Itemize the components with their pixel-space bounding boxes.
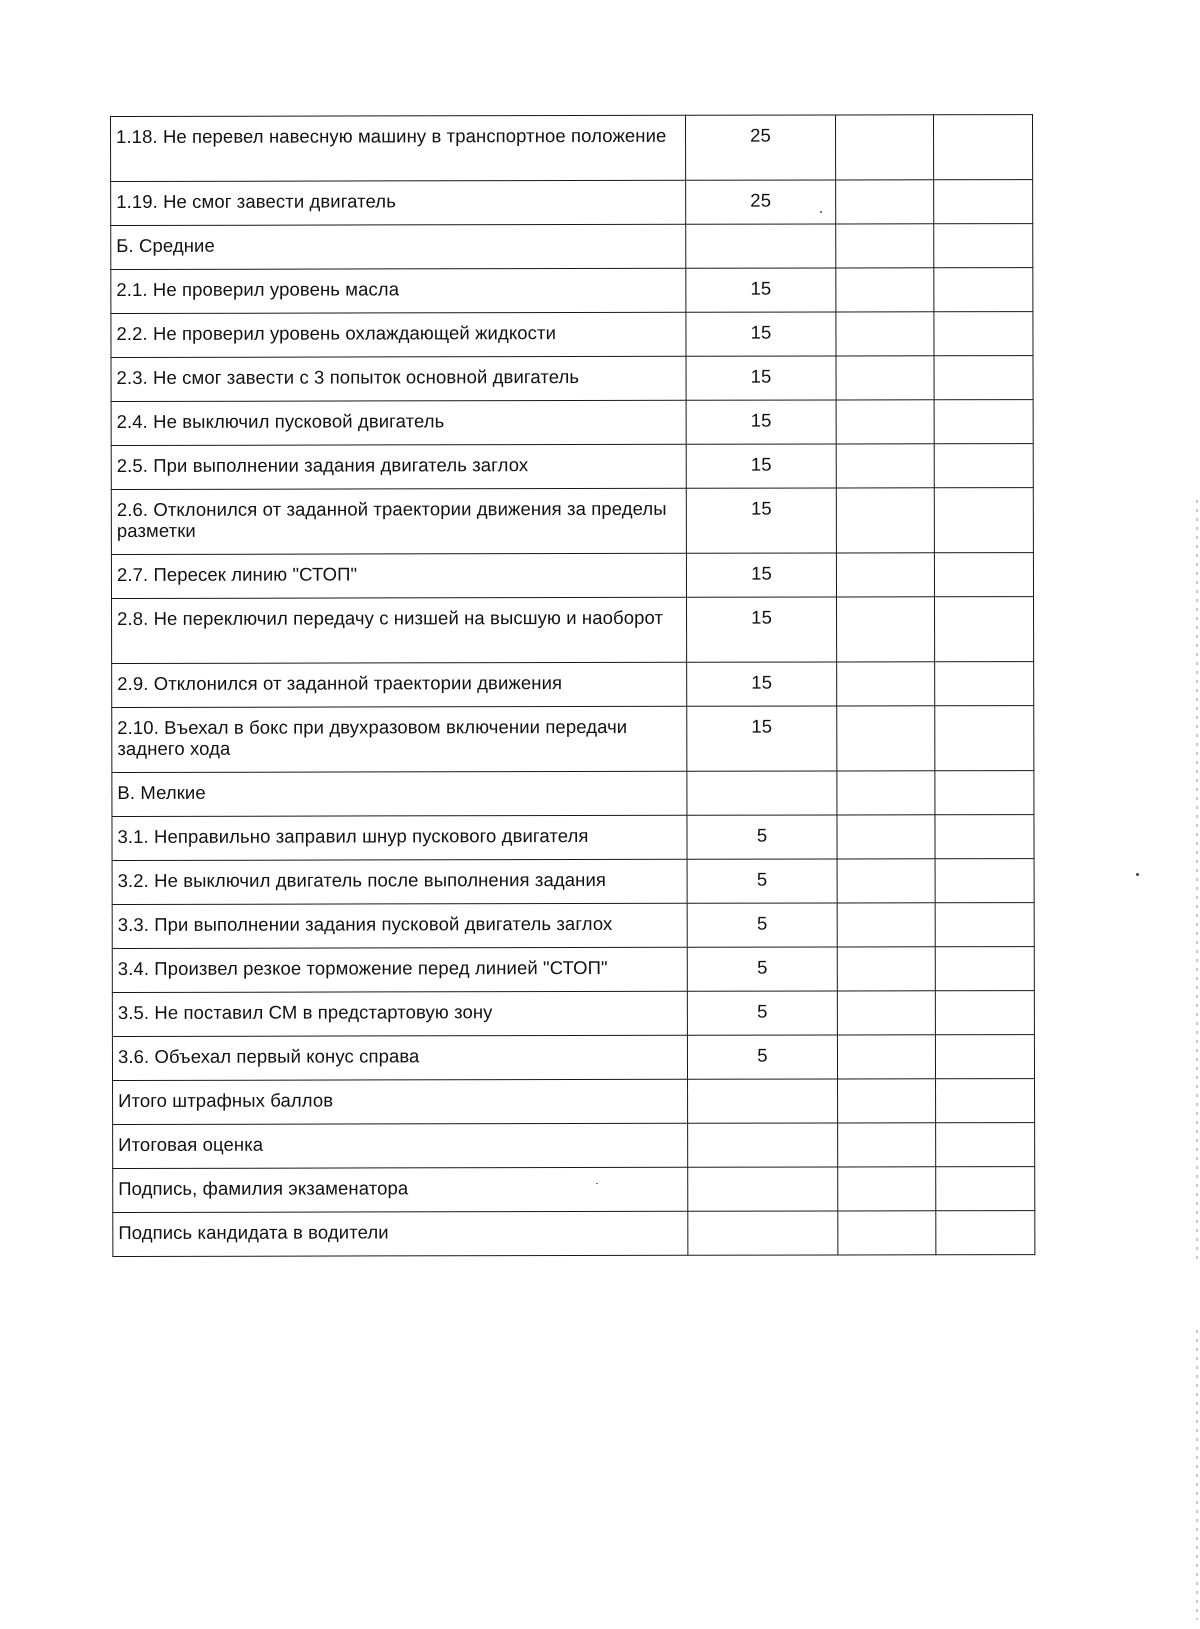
empty-cell — [836, 312, 934, 356]
empty-cell — [934, 180, 1033, 224]
signature-row — [113, 1211, 1035, 1257]
empty-cell — [934, 444, 1033, 488]
empty-cell — [836, 180, 934, 224]
table-row — [111, 444, 1033, 490]
empty-cell — [837, 859, 935, 903]
row-points: 15 — [686, 356, 836, 400]
row-points: 15 — [686, 400, 836, 444]
row-label: 1.18. Не перевел навесную машину в транспортное положение — [111, 115, 686, 181]
row-points: 5 — [687, 859, 837, 903]
row-points — [686, 224, 836, 268]
empty-cell — [935, 706, 1034, 771]
empty-cell — [837, 706, 935, 771]
row-points — [688, 1167, 838, 1211]
summary-label: Итоговая оценка — [113, 1123, 688, 1168]
row-points: 5 — [687, 1035, 837, 1079]
empty-cell — [936, 1079, 1035, 1123]
signature-label: Подпись, фамилия экзаменатора — [113, 1167, 688, 1212]
row-label: 3.2. Не выключил двигатель после выполнения задания — [112, 859, 687, 904]
empty-cell — [837, 771, 935, 815]
table-row — [111, 312, 1033, 358]
empty-cell — [935, 662, 1034, 706]
empty-cell — [935, 947, 1034, 991]
empty-cell — [836, 400, 934, 444]
row-label: 3.4. Произвел резкое торможение перед линией "СТОП" — [112, 947, 687, 992]
scan-edge-artifact — [1196, 500, 1198, 1260]
summary-label: Итого штрафных баллов — [113, 1079, 688, 1124]
row-points: 15 — [686, 444, 836, 488]
row-points: 15 — [687, 597, 837, 662]
empty-cell — [936, 1123, 1035, 1167]
table-row — [112, 991, 1034, 1037]
empty-cell — [935, 859, 1034, 903]
signature-label: Подпись кандидата в водители — [113, 1211, 688, 1256]
empty-cell — [933, 115, 1032, 180]
empty-cell — [837, 947, 935, 991]
signature-row — [113, 1167, 1035, 1213]
row-label: 2.10. Въехал в бокс при двухразовом включении передачи заднего хода — [112, 706, 687, 772]
empty-cell — [934, 224, 1033, 268]
row-points — [688, 1079, 838, 1123]
empty-cell — [838, 1211, 936, 1255]
row-points — [688, 1211, 838, 1255]
empty-cell — [837, 597, 935, 662]
table-row — [112, 662, 1034, 708]
row-points: 15 — [686, 553, 836, 597]
empty-cell — [935, 991, 1034, 1035]
row-label: 3.1. Неправильно заправил шнур пускового двигателя — [112, 815, 687, 860]
row-points: 15 — [687, 706, 837, 771]
empty-cell — [836, 488, 934, 553]
section-label: Б. Средние — [111, 224, 686, 269]
table-row — [112, 903, 1034, 949]
empty-cell — [935, 815, 1034, 859]
empty-cell — [837, 815, 935, 859]
table-row — [112, 947, 1034, 993]
row-label: 2.9. Отклонился от заданной траектории движения — [112, 662, 687, 707]
section-label: В. Мелкие — [112, 771, 687, 816]
penalty-table — [110, 114, 1035, 1257]
empty-cell — [934, 400, 1033, 444]
row-label: 2.4. Не выключил пусковой двигатель — [111, 400, 686, 445]
empty-cell — [935, 903, 1034, 947]
empty-cell — [935, 597, 1034, 662]
row-points: 5 — [687, 991, 837, 1035]
row-points: 25 — [685, 115, 835, 180]
row-label: 2.8. Не переключил передачу с низшей на высшую и наоборот — [112, 597, 687, 663]
row-points — [687, 771, 837, 815]
row-label: 1.19. Не смог завести двигатель — [111, 180, 686, 225]
empty-cell — [837, 903, 935, 947]
empty-cell — [837, 991, 935, 1035]
row-points: 5 — [687, 947, 837, 991]
table-row — [111, 180, 1033, 226]
table-row — [112, 859, 1034, 905]
table-row — [112, 706, 1034, 773]
empty-cell — [935, 1035, 1034, 1079]
scan-speck — [820, 211, 822, 213]
summary-row — [113, 1123, 1035, 1169]
row-points: 15 — [686, 312, 836, 356]
section-row — [112, 771, 1034, 817]
row-points: 5 — [687, 815, 837, 859]
row-points — [688, 1123, 838, 1167]
empty-cell — [837, 662, 935, 706]
empty-cell — [934, 312, 1033, 356]
row-label: 2.7. Пересек линию "СТОП" — [111, 553, 686, 598]
empty-cell — [838, 1167, 936, 1211]
scan-speck — [1136, 873, 1139, 876]
empty-cell — [836, 356, 934, 400]
section-row — [111, 224, 1033, 270]
empty-cell — [934, 356, 1033, 400]
empty-cell — [936, 1211, 1035, 1255]
table-row — [111, 115, 1033, 182]
empty-cell — [838, 1123, 936, 1167]
empty-cell — [836, 224, 934, 268]
empty-cell — [934, 488, 1033, 553]
empty-cell — [936, 1167, 1035, 1211]
empty-cell — [835, 115, 933, 180]
table-row — [112, 1035, 1034, 1081]
table-row — [111, 488, 1033, 555]
row-label: 2.1. Не проверил уровень масла — [111, 268, 686, 313]
row-label: 3.3. При выполнении задания пусковой двигатель заглох — [112, 903, 687, 948]
table-row — [111, 268, 1033, 314]
empty-cell — [836, 553, 934, 597]
row-label: 3.5. Не поставил СМ в предстартовую зону — [112, 991, 687, 1036]
row-label: 2.2. Не проверил уровень охлаждающей жидкости — [111, 312, 686, 357]
table-row — [112, 597, 1034, 664]
table-row — [111, 356, 1033, 402]
empty-cell — [935, 771, 1034, 815]
empty-cell — [838, 1079, 936, 1123]
scan-speck — [596, 1183, 598, 1184]
empty-cell — [836, 268, 934, 312]
empty-cell — [934, 268, 1033, 312]
empty-cell — [837, 1035, 935, 1079]
table-row — [112, 815, 1034, 861]
row-points: 15 — [686, 268, 836, 312]
row-label: 2.5. При выполнении задания двигатель заглох — [111, 444, 686, 489]
summary-row — [113, 1079, 1035, 1125]
row-label: 2.3. Не смог завести с 3 попыток основной двигатель — [111, 356, 686, 401]
empty-cell — [836, 444, 934, 488]
row-label: 3.6. Объехал первый конус справа — [112, 1035, 687, 1080]
row-points: 25 — [686, 180, 836, 224]
table-row — [111, 400, 1033, 446]
row-points: 15 — [687, 662, 837, 706]
row-points: 15 — [686, 488, 836, 553]
row-points: 5 — [687, 903, 837, 947]
row-label: 2.6. Отклонился от заданной траектории движения за пределы разметки — [111, 488, 686, 554]
table-row — [111, 553, 1033, 599]
empty-cell — [934, 553, 1033, 597]
scan-edge-artifact — [1196, 1330, 1198, 1620]
